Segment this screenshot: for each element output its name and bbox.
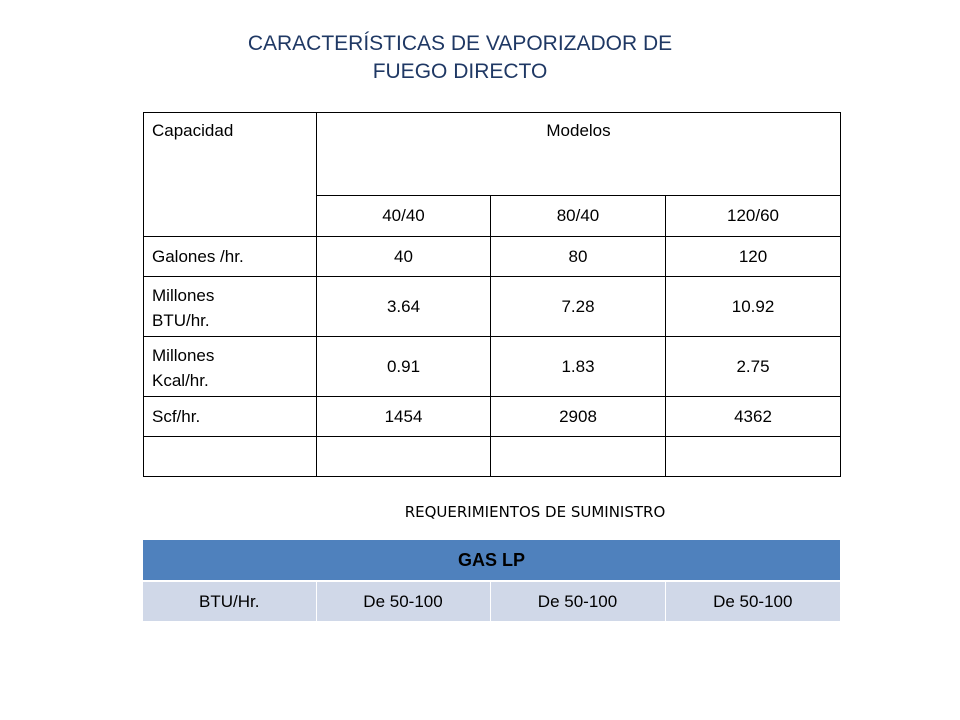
vaporizer-spec-table [143, 112, 841, 477]
gas-lp-header: GAS LP [143, 540, 840, 581]
row-label-line-2: BTU/hr. [152, 310, 210, 330]
table-cell: 4362 [666, 397, 841, 437]
table-cell: 120 [666, 237, 841, 277]
empty-table-row [144, 437, 841, 477]
table-row [144, 237, 841, 277]
page-title [190, 30, 730, 86]
row-label [144, 277, 317, 337]
table-cell: De 50-100 [665, 581, 840, 621]
table-cell: 10.92 [666, 277, 841, 337]
table-row [143, 581, 840, 621]
gas-supply-table [143, 540, 840, 621]
table-cell: 80 [491, 237, 666, 277]
table-cell: 1.83 [491, 337, 666, 397]
table-cell: 7.28 [491, 277, 666, 337]
table-row [144, 337, 841, 397]
empty-cell [144, 437, 317, 477]
row-label: BTU/Hr. [143, 581, 316, 621]
row-label [144, 337, 317, 397]
table-cell: De 50-100 [316, 581, 490, 621]
row-label-line-1: Millones [152, 345, 215, 365]
page-title-line-2: FUEGO DIRECTO [372, 60, 548, 83]
page-title-line-1: CARACTERÍSTICAS DE VAPORIZADOR DE [247, 32, 673, 55]
table-cell: 1454 [317, 397, 491, 437]
empty-cell [666, 437, 841, 477]
model-header-cell: 40/40 [317, 196, 491, 237]
table-row [144, 113, 841, 196]
row-label-line-2: Kcal/hr. [152, 370, 209, 390]
row-label: Scf/hr. [144, 397, 317, 437]
table-row [144, 277, 841, 337]
supply-requirements-heading: REQUERIMIENTOS DE SUMINISTRO [404, 503, 666, 521]
models-header: Modelos [317, 113, 841, 196]
empty-cell [491, 437, 666, 477]
table-cell: 40 [317, 237, 491, 277]
table-cell: 0.91 [317, 337, 491, 397]
model-header-cell: 120/60 [666, 196, 841, 237]
row-label: Galones /hr. [144, 237, 317, 277]
table-cell: 2908 [491, 397, 666, 437]
table-row [144, 397, 841, 437]
table-cell: 2.75 [666, 337, 841, 397]
capacity-header: Capacidad [144, 113, 317, 237]
empty-cell [317, 437, 491, 477]
table-header-row [143, 540, 840, 581]
model-header-cell: 80/40 [491, 196, 666, 237]
row-label-line-1: Millones [152, 285, 215, 305]
table-cell: 3.64 [317, 277, 491, 337]
table-cell: De 50-100 [490, 581, 665, 621]
